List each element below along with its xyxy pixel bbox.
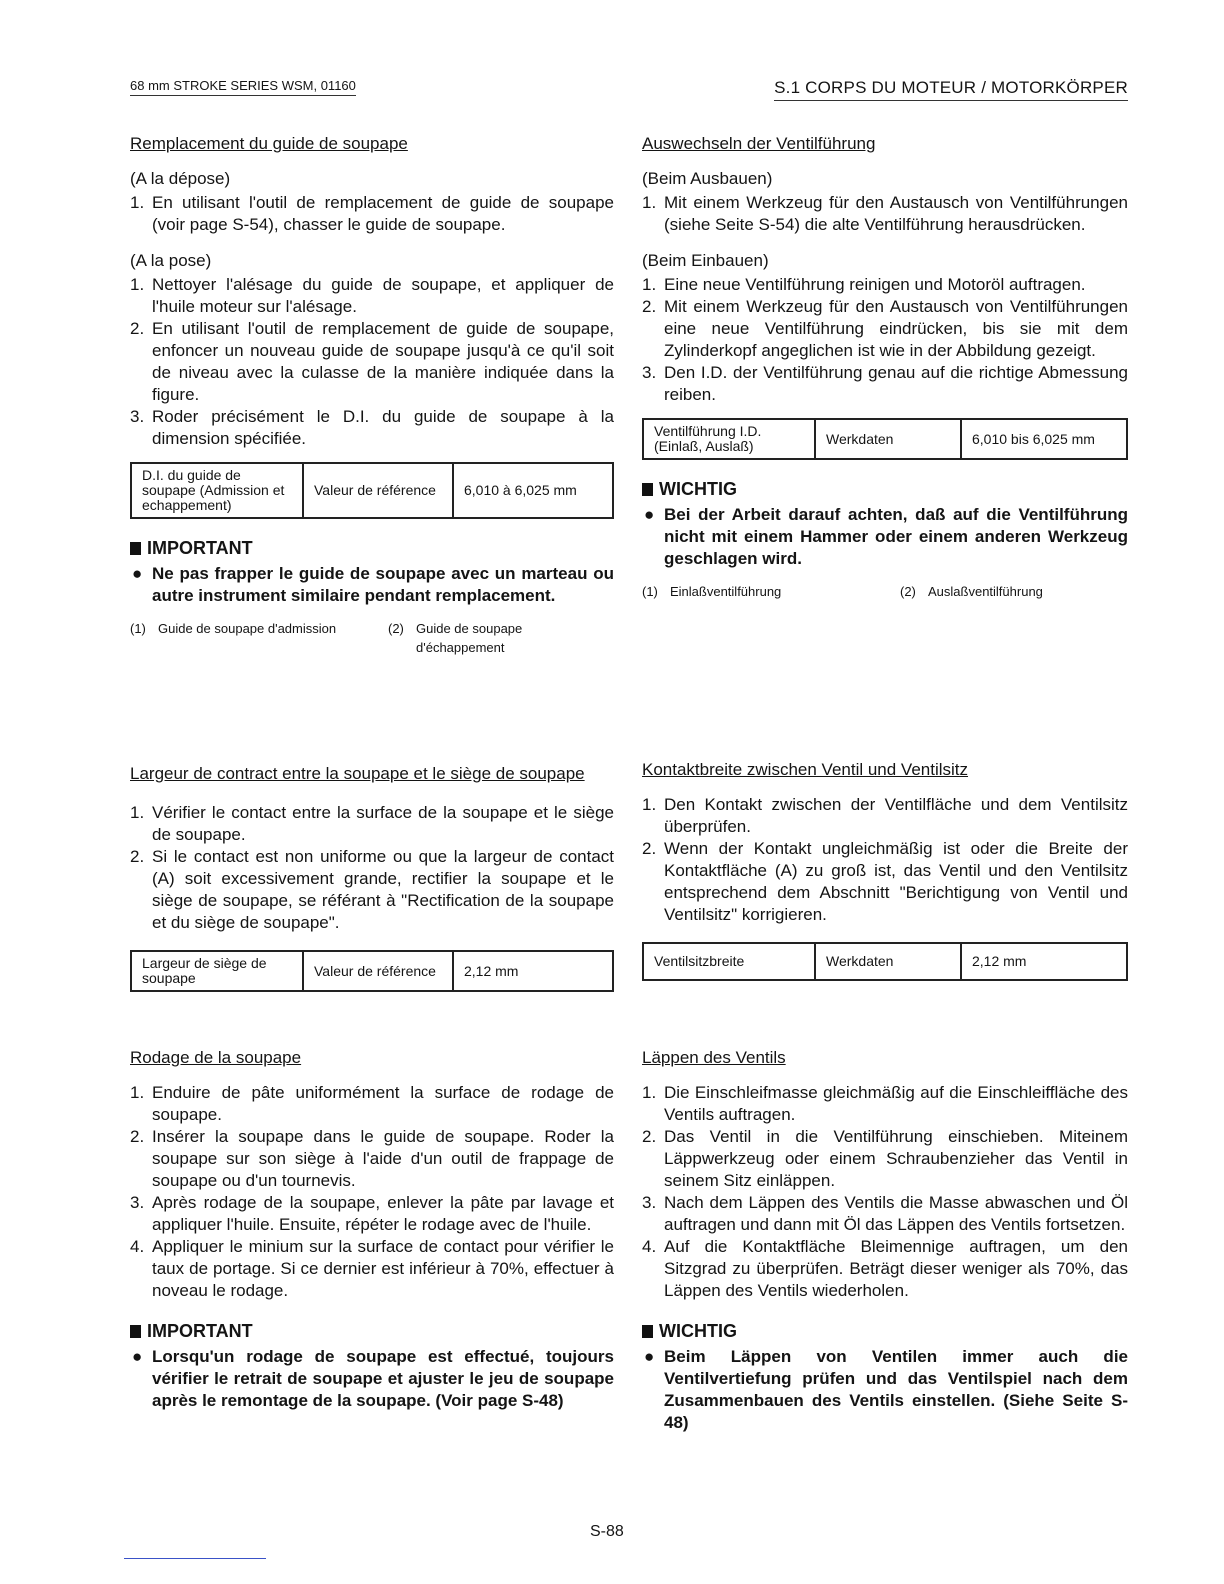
spec-item: Largeur de siège de soupape xyxy=(131,951,303,991)
list-item: 1. Den Kontakt zwischen der Ventilfläche und dem Ventilsitz überprüfen. xyxy=(642,795,1128,836)
list-item: 2. En utilisant l'outil de remplacement de guide de soupape, enfoncer un nouveau guide de soupape jusqu'à ce qu'il soit de niveau avec la culasse de la manière indiquée dans la figure. xyxy=(130,319,614,404)
list-item: 3. Den I.D. der Ventilführung genau auf die richtige Abmessung reiben. xyxy=(642,363,1128,404)
fr-lapping-important-text: ● Lorsqu'un rodage de soupape est effectué, toujours vérifier le retrait de soupape et ajuster le jeu de soupape après le remontage de la soupape. (Voir page S-48) xyxy=(132,1347,614,1410)
list-item: 2. Wenn der Kontakt ungleichmäßig ist oder die Breite der Kontaktfläche (A) zu groß ist, das Ventil und den Ventilsitz entsprechend dem Abschnitt "Berichtigung von Ventil und Ventilsitz" korrigieren. xyxy=(642,839,1128,924)
header-right: S.1 CORPS DU MOTEUR / MOTORKÖRPER xyxy=(774,78,1128,101)
fr-lapping-steps xyxy=(130,1082,614,1302)
fr-contact-spec-table xyxy=(130,950,614,992)
de-lapping-steps xyxy=(642,1082,1128,1302)
spec-item: D.I. du guide de soupape (Admission et echappement) xyxy=(131,463,303,518)
de-contact-title: Kontaktbreite zwischen Ventil und Ventilsitz xyxy=(642,760,969,779)
legend-item: (1) Guide de soupape d'admission xyxy=(130,621,337,636)
de-removal-steps xyxy=(642,192,1128,236)
fr-lapping-important-heading: IMPORTANT xyxy=(130,1320,614,1342)
list-item: 2. Das Ventil in die Ventilführung einschieben. Miteinem Läppwerkzeug oder einem Schraubenzieher das Ventil in seinem Sitz einläppen. xyxy=(642,1127,1128,1190)
fr-install-heading: (A la pose) xyxy=(130,251,212,270)
footer-divider xyxy=(124,1558,266,1559)
fr-removal-steps xyxy=(130,192,614,236)
list-item: 2. Mit einem Werkzeug für den Austausch von Ventilführungen eine neue Ventilführung eindrücken, bis sie mit dem Zylinderkopf angeglichen ist wie in der Abbildung gezeigt. xyxy=(642,297,1128,360)
de-lapping-important-text: ● Beim Läppen von Ventilen immer auch die Ventilvertiefung prüfen und das Ventilspiel nach dem Zusammenbauen des Ventils einstellen. (Siehe Seite S-48) xyxy=(644,1347,1128,1432)
header-left: 68 mm STROKE SERIES WSM, 01160 xyxy=(130,78,356,96)
fr-lapping-section xyxy=(130,1046,614,1412)
fr-contact-title: Largeur de contract entre la soupape et le siège de soupape xyxy=(130,764,585,783)
de-important-heading: WICHTIG xyxy=(642,478,1128,500)
de-guide-section xyxy=(642,132,1128,601)
legend-item: (2) Guide de soupape d'échappement xyxy=(388,621,523,655)
list-item: 1. Vérifier le contact entre la surface de la soupape et le siège de soupape. xyxy=(130,803,614,844)
list-item: 1. Nettoyer l'alésage du guide de soupape, et appliquer de l'huile moteur sur l'alésage. xyxy=(130,275,614,316)
de-important-text: ● Bei der Arbeit darauf achten, daß auf die Ventilführung nicht mit einem Hammer oder einem anderen Werkzeug geschlagen wird. xyxy=(644,505,1128,568)
fr-contact-steps xyxy=(130,802,614,934)
de-figure-legend xyxy=(642,582,1128,601)
fr-guide-section xyxy=(130,132,614,657)
de-contact-steps xyxy=(642,794,1128,926)
list-item: 4. Appliquer le minium sur la surface de contact pour vérifier le taux de portage. Si ce dernier est inférieur à 70%, effectuer à noveau le rodage. xyxy=(130,1237,614,1300)
fr-figure-legend xyxy=(130,619,614,657)
legend-item: (1) Einlaßventilführung xyxy=(642,584,782,599)
square-bullet-icon xyxy=(130,542,141,555)
fr-contact-section xyxy=(130,758,614,992)
list-item: 4. Auf die Kontaktfläche Bleimennige auftragen, um den Sitzgrad zu überprüfen. Beträgt dieser weniger als 70%, das Läppen des Ventils wiederholen. xyxy=(642,1237,1128,1300)
spec-value: 2,12 mm xyxy=(961,943,1127,980)
de-removal-heading: (Beim Ausbauen) xyxy=(642,169,773,188)
de-guide-spec-table xyxy=(642,418,1128,460)
fr-guide-spec-table xyxy=(130,462,614,519)
spec-label: Werkdaten xyxy=(815,943,961,980)
spec-item: Ventilführung I.D. (Einlaß, Auslaß) xyxy=(643,419,815,459)
fr-guide-title: Remplacement du guide de soupape xyxy=(130,134,408,153)
spec-value: 2,12 mm xyxy=(453,951,613,991)
spec-value: 6,010 bis 6,025 mm xyxy=(961,419,1127,459)
de-contact-section xyxy=(642,758,1128,981)
de-lapping-title: Läppen des Ventils xyxy=(642,1048,786,1067)
spec-label: Valeur de référence xyxy=(303,463,453,518)
spec-item: Ventilsitzbreite xyxy=(643,943,815,980)
fr-important-heading: IMPORTANT xyxy=(130,537,614,559)
legend-item: (2) Auslaßventilführung xyxy=(900,584,1043,599)
de-lapping-important-heading: WICHTIG xyxy=(642,1320,1128,1342)
fr-lapping-title: Rodage de la soupape xyxy=(130,1048,302,1067)
list-item: 3. Après rodage de la soupape, enlever la pâte par lavage et appliquer l'huile. Ensuite, répéter le rodage avec de l'huile. xyxy=(130,1193,614,1234)
page-number: S-88 xyxy=(590,1523,624,1540)
spec-label: Valeur de référence xyxy=(303,951,453,991)
fr-install-steps xyxy=(130,274,614,450)
list-item: 1. Mit einem Werkzeug für den Austausch von Ventilführungen (siehe Seite S-54) die alte Ventilführung herausdrücken. xyxy=(642,193,1128,234)
spec-label: Werkdaten xyxy=(815,419,961,459)
fr-removal-heading: (A la dépose) xyxy=(130,169,231,188)
list-item: 2. Si le contact est non uniforme ou que la largeur de contact (A) soit excessivement grande, rectifier la soupape et le siège de soupape, se référant à "Rectification de la soupape et du siège de soupape". xyxy=(130,847,614,932)
square-bullet-icon xyxy=(130,1325,141,1338)
spec-value: 6,010 à 6,025 mm xyxy=(453,463,613,518)
square-bullet-icon xyxy=(642,483,653,496)
list-item: 1. Eine neue Ventilführung reinigen und Motoröl auftragen. xyxy=(642,275,1086,294)
de-lapping-section xyxy=(642,1046,1128,1434)
de-contact-spec-table xyxy=(642,942,1128,981)
list-item: 3. Nach dem Läppen des Ventils die Masse abwaschen und Öl auftragen und dann mit Öl das Läppen des Ventils fortsetzen. xyxy=(642,1193,1128,1234)
list-item: 2. Insérer la soupape dans le guide de soupape. Roder la soupape sur son siège à l'aide d'un outil de frappage de soupape ou d'un tournevis. xyxy=(130,1127,614,1190)
de-install-steps xyxy=(642,274,1128,406)
fr-important-text: ● Ne pas frapper le guide de soupape avec un marteau ou autre instrument similaire pendant remplacement. xyxy=(132,564,614,605)
list-item: 3. Roder précisément le D.I. du guide de soupape à la dimension spécifiée. xyxy=(130,407,614,448)
de-guide-title: Auswechseln der Ventilführung xyxy=(642,134,876,153)
list-item: 1. Enduire de pâte uniformément la surface de rodage de soupape. xyxy=(130,1083,614,1124)
de-install-heading: (Beim Einbauen) xyxy=(642,251,769,270)
list-item: 1. Die Einschleifmasse gleichmäßig auf die Einschleiffläche des Ventils auftragen. xyxy=(642,1083,1128,1124)
square-bullet-icon xyxy=(642,1325,653,1338)
list-item: 1. En utilisant l'outil de remplacement de guide de soupape (voir page S-54), chasser le guide de soupape. xyxy=(130,193,614,234)
